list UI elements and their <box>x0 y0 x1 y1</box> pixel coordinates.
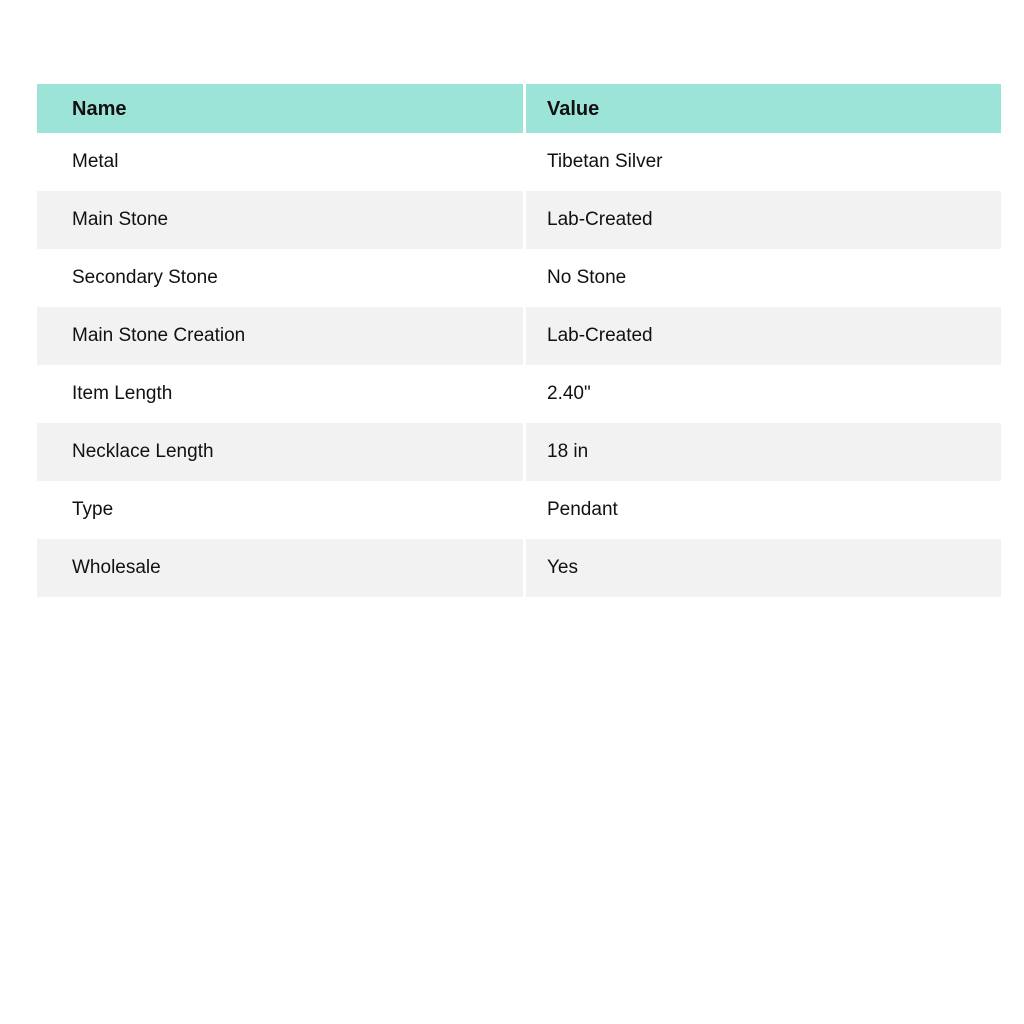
attributes-table <box>37 84 1001 597</box>
table-header-row <box>37 84 1001 133</box>
row-name-cell: Metal <box>72 150 119 172</box>
column-header-value: Value <box>526 84 1001 133</box>
row-name-cell: Item Length <box>72 382 173 404</box>
row-value-cell: 2.40" <box>547 382 591 404</box>
row-name-cell: Wholesale <box>37 539 523 597</box>
row-value-cell: 18 in <box>526 423 1001 481</box>
row-value-cell: Yes <box>526 539 1001 597</box>
row-name-cell: Necklace Length <box>37 423 523 481</box>
table-row <box>37 133 1001 191</box>
row-name-cell: Secondary Stone <box>72 266 218 288</box>
table-row <box>37 249 1001 307</box>
row-value-cell: Lab-Created <box>526 307 1001 365</box>
column-header-name: Name <box>37 84 523 133</box>
table-row <box>37 539 1001 597</box>
row-value-cell: Pendant <box>547 498 618 520</box>
table-row <box>37 365 1001 423</box>
row-value-cell: No Stone <box>547 266 627 288</box>
row-value-cell: Tibetan Silver <box>547 150 663 172</box>
table-row <box>37 423 1001 481</box>
table-row <box>37 307 1001 365</box>
table-row <box>37 191 1001 249</box>
row-value-cell: Lab-Created <box>526 191 1001 249</box>
table-row <box>37 481 1001 539</box>
row-name-cell: Type <box>72 498 114 520</box>
row-name-cell: Main Stone <box>37 191 523 249</box>
row-name-cell: Main Stone Creation <box>37 307 523 365</box>
